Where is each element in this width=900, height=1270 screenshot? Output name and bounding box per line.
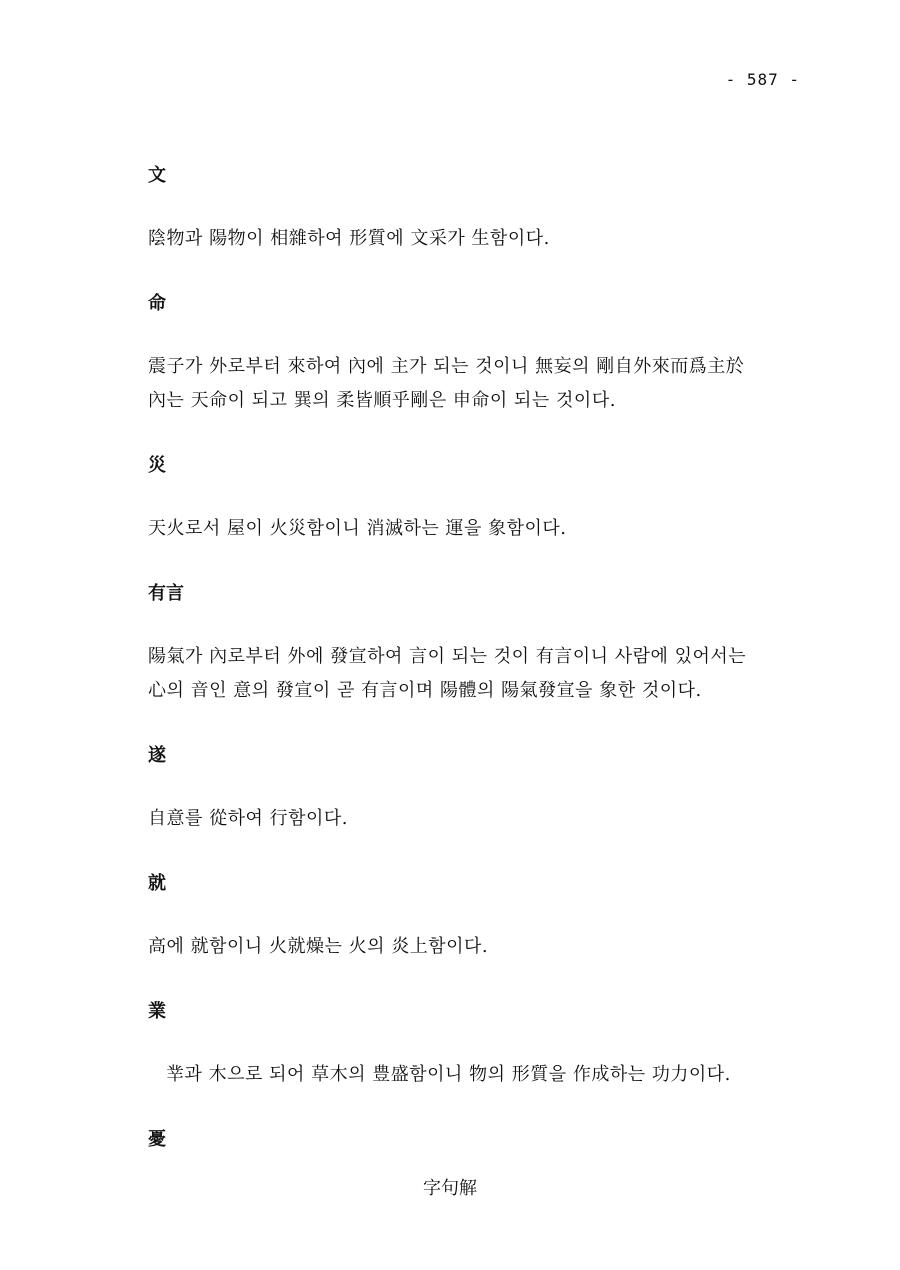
- entry-definition: [148, 222, 808, 256]
- definition-line: 震子가 外로부터 來하여 內에 主가 되는 것이니 無妄의 剛自外來而爲主於: [148, 356, 745, 377]
- page-footer: 字句解: [423, 1178, 477, 1199]
- entry-term: 命: [148, 293, 166, 314]
- page-number: - 587 -: [725, 70, 800, 89]
- definition-line: 天火로서 屋이 火災함이니 消滅하는 運을 象함이다.: [148, 518, 567, 539]
- entry-yueon: [148, 582, 808, 708]
- entry-definition: [148, 350, 808, 418]
- entry-term: 憂: [148, 1129, 166, 1150]
- definition-line: 高에 就함이니 火就燥는 火의 炎上함이다.: [148, 936, 489, 957]
- glossary-content: [148, 164, 808, 1152]
- entry-definition: [148, 1058, 808, 1092]
- entry-mun: [148, 164, 808, 256]
- entry-eop: [148, 1000, 808, 1092]
- entry-chwi: [148, 872, 808, 964]
- entry-definition: [148, 640, 808, 708]
- entry-term: 文: [148, 165, 166, 186]
- definition-line: 陽氣가 內로부터 外에 發宣하여 言이 되는 것이 有言이니 사람에 있어서는: [148, 646, 747, 667]
- definition-line: 自意를 從하여 行함이다.: [148, 808, 348, 829]
- definition-line: 心의 音인 意의 發宣이 곧 有言이며 陽體의 陽氣發宣을 象한 것이다.: [148, 680, 702, 701]
- entry-definition: [148, 930, 808, 964]
- entry-term: 有言: [148, 583, 184, 604]
- entry-definition: [148, 512, 808, 546]
- entry-su: [148, 744, 808, 836]
- definition-line: 丵과 木으로 되어 草木의 豊盛함이니 物의 形質을 作成하는 功力이다.: [166, 1064, 731, 1085]
- entry-term: 災: [148, 455, 166, 476]
- entry-term: 業: [148, 1001, 166, 1022]
- entry-myeong: [148, 292, 808, 418]
- entry-term: 就: [148, 873, 166, 894]
- definition-line: 內는 天命이 되고 巽의 柔皆順乎剛은 申命이 되는 것이다.: [148, 390, 616, 411]
- definition-line: 陰物과 陽物이 相雜하여 形質에 文采가 生함이다.: [148, 228, 550, 249]
- entry-term: 遂: [148, 745, 166, 766]
- entry-u: [148, 1128, 808, 1152]
- entry-jae: [148, 454, 808, 546]
- entry-definition: [148, 802, 808, 836]
